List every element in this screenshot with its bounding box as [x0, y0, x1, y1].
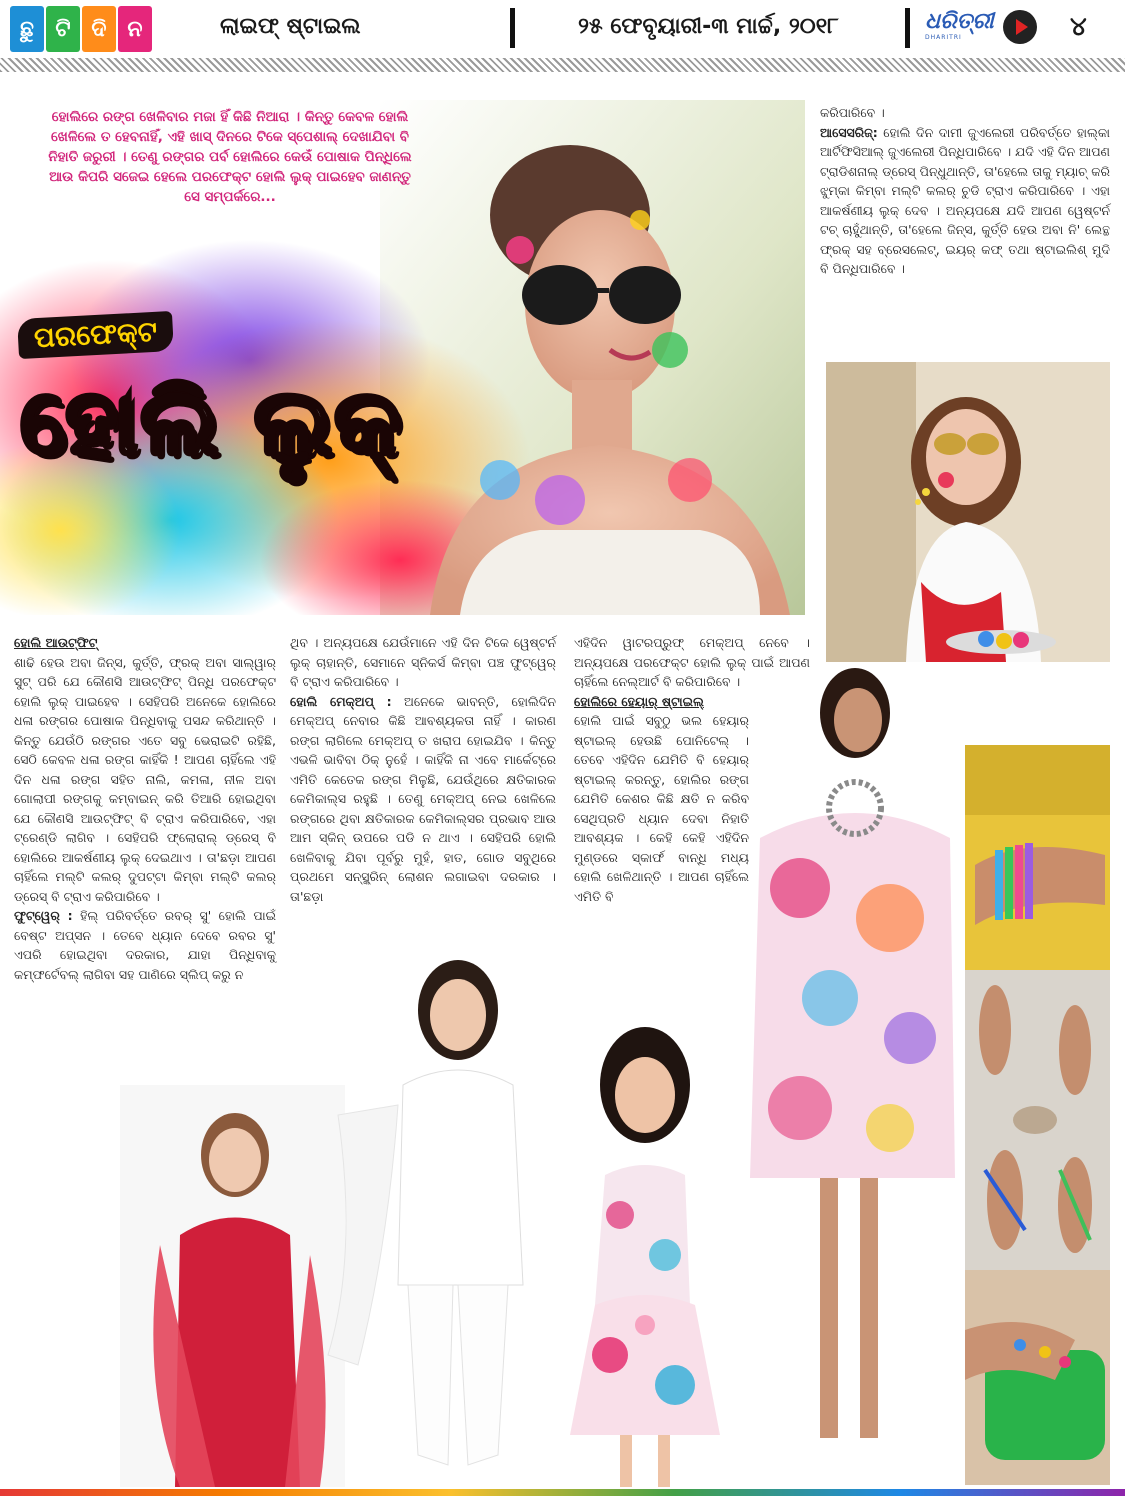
- photo-bangles-hand: [965, 745, 1110, 970]
- page-title: ହୋଲି ଲୁକ୍‌: [20, 370, 403, 475]
- brand-logo[interactable]: [10, 6, 152, 52]
- outfit-text: ଶାଢି ହେଉ ଅବା ଜିନ୍ସ, କୁର୍ତ୍ତି, ଫ୍ରକ୍‌ ଅବା ସାଲ୍‌ୱାର୍‌ ସୁଟ୍‌ ପରି ଯେ କୌଣସି ଆଉଟ୍‌ଫିଟ୍‌ ପିନ୍ଧି ପରଫେକ୍ଟ ହୋଲି ଲୁକ୍‌ ପାଇହେବ । ସେହିପରି ଅନେକେ ହୋଲିରେ ଧଳା ରଙ୍ଗର ପୋଷାକ ପିନ୍ଧିବାକୁ ପସନ୍ଦ କରିଥାନ୍ତି । କିନ୍ତୁ ଯେଉଁଠି ରଙ୍ଗର ଏତେ ସବୁ ଭେରାଇଟି ରହିଛି, ସେଠି କେବଳ ଧଳା ରଙ୍ଗ କାହିଁକି ! ଆପଣ ଚାହିଁଲେ ଏହି ଦିନ ଧଳା ରଙ୍ଗ ସହିତ ନାଲି, କମଳା, ନୀଳ ଅବା ଗୋଲାପୀ ରଙ୍ଗକୁ କମ୍ବାଇନ୍‌ କରି ତିଆରି ହୋଇଥିବା ଯେ କୌଣସି ଆଉଟ୍‌ଫିଟ୍‌ ବି ଟ୍ରାଏ କରିପାରିବେ, ଏହା ଟ୍ରେଣ୍ଡି ଲାଗିବ । ସେହିପରି ଫ୍ଲୋରାଲ୍‌ ଡ୍ରେସ୍‌ ବି ହୋଲିରେ ଆକର୍ଷଣୀୟ ଲୁକ୍‌ ଦେଇଥାଏ । ତା'ଛଡ଼ା ଆପଣ ଚାହିଁଲେ ମଲ୍ଟି କଲର୍‌ ଦୁପଟ୍ଟା କିମ୍ବା ମଲ୍ଟି କଲର୍‌ ଡ୍ରେସ୍‌ ବି ଟ୍ରାଏ କରିପାରିବେ ।: [14, 654, 276, 904]
- publisher-logo-sub: DHARITRI: [925, 34, 962, 41]
- footwear-text: ହିଲ୍‌ ପରିବର୍ତ୍ତେ ରବର୍‌ ସୁ' ହୋଲି ପାଇଁ ବେଷ୍ଟ ଅପ୍ସନ । ତେବେ ଧ୍ୟାନ ଦେବେ ରବର ସୁ' ଏପରି ହୋଇଥିବା ଦରକାର, ଯାହା ପିନ୍ଧିବାକୁ କମ୍ଫର୍ଟେବଲ୍‌ ଲାଗିବା ସହ ପାଣିରେ ସ୍ଲିପ୍‌ କରୁ ନ: [14, 908, 276, 982]
- photo-illustration: [826, 362, 1110, 662]
- photo-floral-dress: [550, 1015, 740, 1487]
- photo-illustration: [120, 1085, 345, 1487]
- paragraph: [14, 906, 276, 984]
- publisher-logo-text: ଧରିତ୍ରୀ: [925, 8, 994, 34]
- photo-illustration: [318, 955, 548, 1487]
- footwear-heading: ଫୁଟ୍‌ୱେର୍‌ :: [14, 908, 73, 923]
- photo-woman-blowing-color: [826, 362, 1110, 662]
- makeup-text: ଅନେକେ ଭାବନ୍ତି, ହୋଲିଦିନ ମେକ୍‌ଅପ୍‌ ନେବାର କିଛି ଆବଶ୍ୟକତା ନାହିଁ । କାରଣ ରଙ୍ଗ ଲାଗିଲେ ମେକ୍‌ଅପ୍‌ ତ ଖରାପ ହୋଇଯିବ । କିନ୍ତୁ ଏଭଳି ଭାବିବା ଠିକ୍‌ ନୁହେଁ । କାହିଁକି ନା ଏବେ ମାର୍କେଟ୍‌ରେ ଏମିତି କେତେକ ରଙ୍ଗ ମିଳୁଛି, ଯେଉଁଥିରେ କ୍ଷତିକାରକ କେମିକାଲ୍ସ ରହୁଛି । ତେଣୁ ମେକ୍‌ଅପ୍‌ ନେଇ ଖେଳିଲେ ରଙ୍ଗରେ ଥିବା କ୍ଷତିକାରକ କେମିକାଲ୍ସର ପ୍ରଭାବ ଆଉ ଆମ ସ୍କିନ୍‌ ଉପରେ ପଡି ନ ଥାଏ । ସେହିପରି ହୋଲି ଖେଳିବାକୁ ଯିବା ପୂର୍ବରୁ ମୁହଁ, ହାତ, ଗୋଡ ସବୁଥିରେ ପ୍ରଥମେ ସନ୍‌ସ୍କ୍ରିନ୍‌ ଲୋଶନ ଲଗାଇବା ଦରକାର । ତା'ଛଡ଼ା: [290, 693, 557, 904]
- paragraph: ଥିବ । ଅନ୍ୟପକ୍ଷେ ଯେଉଁମାନେ ଏହି ଦିନ ଟିକେ ୱେଷ୍ଟର୍ନ ଲୁକ୍‌ ଚାହାନ୍ତି, ସେମାନେ ସ୍ନିକର୍ସ କିମ୍ବା ପଞ୍ଚ ଫୁଟ୍‌ୱେର୍‌ ବି ଟ୍ରାଏ କରିପାରିବେ ।: [290, 635, 556, 689]
- accessories-column: [820, 103, 1110, 279]
- header-divider: [510, 8, 515, 48]
- paragraph: ଏହିଦିନ ୱାଟରପ୍ରୁଫ୍‌ ମେକ୍‌ଅପ୍‌ ନେବେ । ଅନ୍ୟପକ୍ଷେ ପରଫେକ୍ଟ ହୋଲି ଲୁକ୍‌ ପାଇଁ ଆପଣ ଚାହିଁଲେ ନେଲ୍‌ଆର୍ଟ ବି କରିପାରିବେ ।: [574, 635, 810, 689]
- photo-illustration: [550, 1015, 740, 1487]
- header-divider: [905, 8, 910, 48]
- outfit-heading: ହୋଲି ଆଉଟ୍‌ଫିଟ୍‌: [14, 635, 98, 650]
- makeup-heading: ହୋଲି ମେକ୍‌ଅପ୍‌ :: [290, 693, 392, 709]
- intro-text: ହୋଲିରେ ରଙ୍ଗ ଖେଳିବାର ମଜା ହିଁ କିଛି ନିଆରା । କିନ୍ତୁ କେବଳ ହୋଲି ଖେଳିଲେ ତ ହେବନାହିଁ, ଏହି ଖାସ୍‌ ଦିନରେ ଟିକେ ସ୍ପେଶାଲ୍‌ ଦେଖାଯିବା ବି ନିହାତି ଜରୁରୀ । ତେଣୁ ରଙ୍ଗର ପର୍ବ ହୋଲିରେ କେଉଁ ପୋଷାକ ପିନ୍ଧିଲେ ଆଉ କିପରି ସଜେଇ ହେଲେ ପରଫେକ୍ଟ ହୋଲି ଲୁକ୍‌ ପାଇହେବ ଜାଣନ୍ତୁ ସେ ସମ୍ପର୍କରେ...: [48, 109, 412, 205]
- photo-illustration: [740, 658, 965, 1487]
- paragraph: [290, 692, 556, 907]
- accessories-heading: ଆସେସରିଜ୍‌:: [820, 124, 878, 140]
- photo-illustration: [965, 1270, 1110, 1485]
- hairstyle-text: ହୋଲି ପାଇଁ ସବୁଠୁ ଭଲ ହେୟାର୍‌ ଷ୍ଟାଇଲ୍‌ ହେଉଛି ପୋନିଟେଲ୍‌ । ତେବେ ଏହିଦିନ ଯେମିତି ବି ହେୟାର୍‌ ଷ୍ଟାଇଲ୍‌ କରନ୍ତୁ, ହୋଲିର ରଙ୍ଗ ଯେମିତି କେଶର କିଛି କ୍ଷତି ନ କରିବ ସେଥିପ୍ରତି ଧ୍ୟାନ ଦେବା ନିହାତି ଆବଶ୍ୟକ । କେହି କେହି ଏହିଦିନ ମୁଣ୍ଡରେ ସ୍କାର୍ଫ ବାନ୍ଧି ମଧ୍ୟ ହୋଲି ଖେଳିଥାନ୍ତି । ଆପଣ ଚାହିଁଲେ ଏମିତି ବି: [574, 713, 749, 904]
- brand-letter-4: ନ: [118, 6, 152, 52]
- photo-red-salwar-suit: [120, 1085, 345, 1487]
- masthead: [0, 0, 1125, 58]
- page-number: ୪: [1070, 12, 1087, 42]
- footer-rule: [0, 1489, 1125, 1496]
- section-label: ଲାଇଫ୍‌ ଷ୍ଟାଇଲ: [220, 14, 361, 39]
- header-rule: [0, 58, 1125, 72]
- photo-nailart-clutch: [965, 1270, 1110, 1485]
- photo-white-salwar-suit: [318, 955, 548, 1487]
- brand-letter-3: ଦି: [82, 6, 116, 52]
- hairstyle-heading: ହୋଲିରେ ହେୟାର୍‌ ଷ୍ଟାଇଲ୍‌: [574, 693, 704, 709]
- outfit-column: [14, 633, 276, 984]
- paragraph: କରିପାରିବେ ।: [820, 105, 885, 120]
- publisher-logo[interactable]: [925, 8, 995, 44]
- photo-feet-sandals: [965, 970, 1110, 1270]
- photo-illustration: [965, 745, 1110, 970]
- paragraph: [820, 123, 1110, 279]
- brand-letter-1: ଛୁ: [10, 6, 44, 52]
- play-icon[interactable]: [1003, 10, 1037, 44]
- makeup-column: [290, 633, 556, 906]
- issue-date: ୨୫ ଫେବୃୟାରୀ-୩ ମାର୍ଚ୍ଚ, ୨୦୧୮: [578, 14, 839, 39]
- brand-letter-2: ଟି: [46, 6, 80, 52]
- photo-illustration: [965, 970, 1110, 1270]
- accessories-text: ହୋଲି ଦିନ ଦାମୀ ଜୁଏଲେରୀ ପରିବର୍ତ୍ତେ ହାଲ୍‌କା ଆର୍ଟିଫିସିଆଲ୍‌ ଜୁଏଲେରୀ ପିନ୍ଧିପାରିବେ । ଯଦି ଏହି ଦିନ ଆପଣ ଟ୍ରାଡିଶନାଲ୍‌ ଡ୍ରେସ୍‌ ପିନ୍ଧୁଥାନ୍ତି, ତା'ହେଲେ ତାକୁ ମ୍ୟାଚ୍‌ କରି ଝୁମ୍‌କା କିମ୍ବା ମଲ୍ଟି କଲର୍‌ ଚୁଡି ଟ୍ରାଏ କରିପାରିବେ । ଏହା ଆକର୍ଷଣୀୟ ଲୁକ୍‌ ଦେବ । ଅନ୍ୟପକ୍ଷେ ଯଦି ଆପଣ ୱେଷ୍ଟର୍ନ ଟଚ୍‌ ଚାହୁଁଥାନ୍ତି, ତା'ହେଲେ ଜିନ୍ସ, କୁର୍ତ୍ତି ହେଉ ଅବା ନି' ଲେନ୍ଥ ଫ୍ରକ୍‌ ସହ ବ୍ରେସଲେଟ୍‌, ଇୟର୍‌ କଫ୍‌ ତଥା ଷ୍ଟାଇଲିଶ୍‌ ମୁଦି ବି ପିନ୍ଧିପାରିବେ ।: [820, 124, 1110, 276]
- photo-printed-kaftan: [740, 658, 965, 1487]
- headline-kicker: ପରଫେକ୍ଟ: [17, 311, 174, 359]
